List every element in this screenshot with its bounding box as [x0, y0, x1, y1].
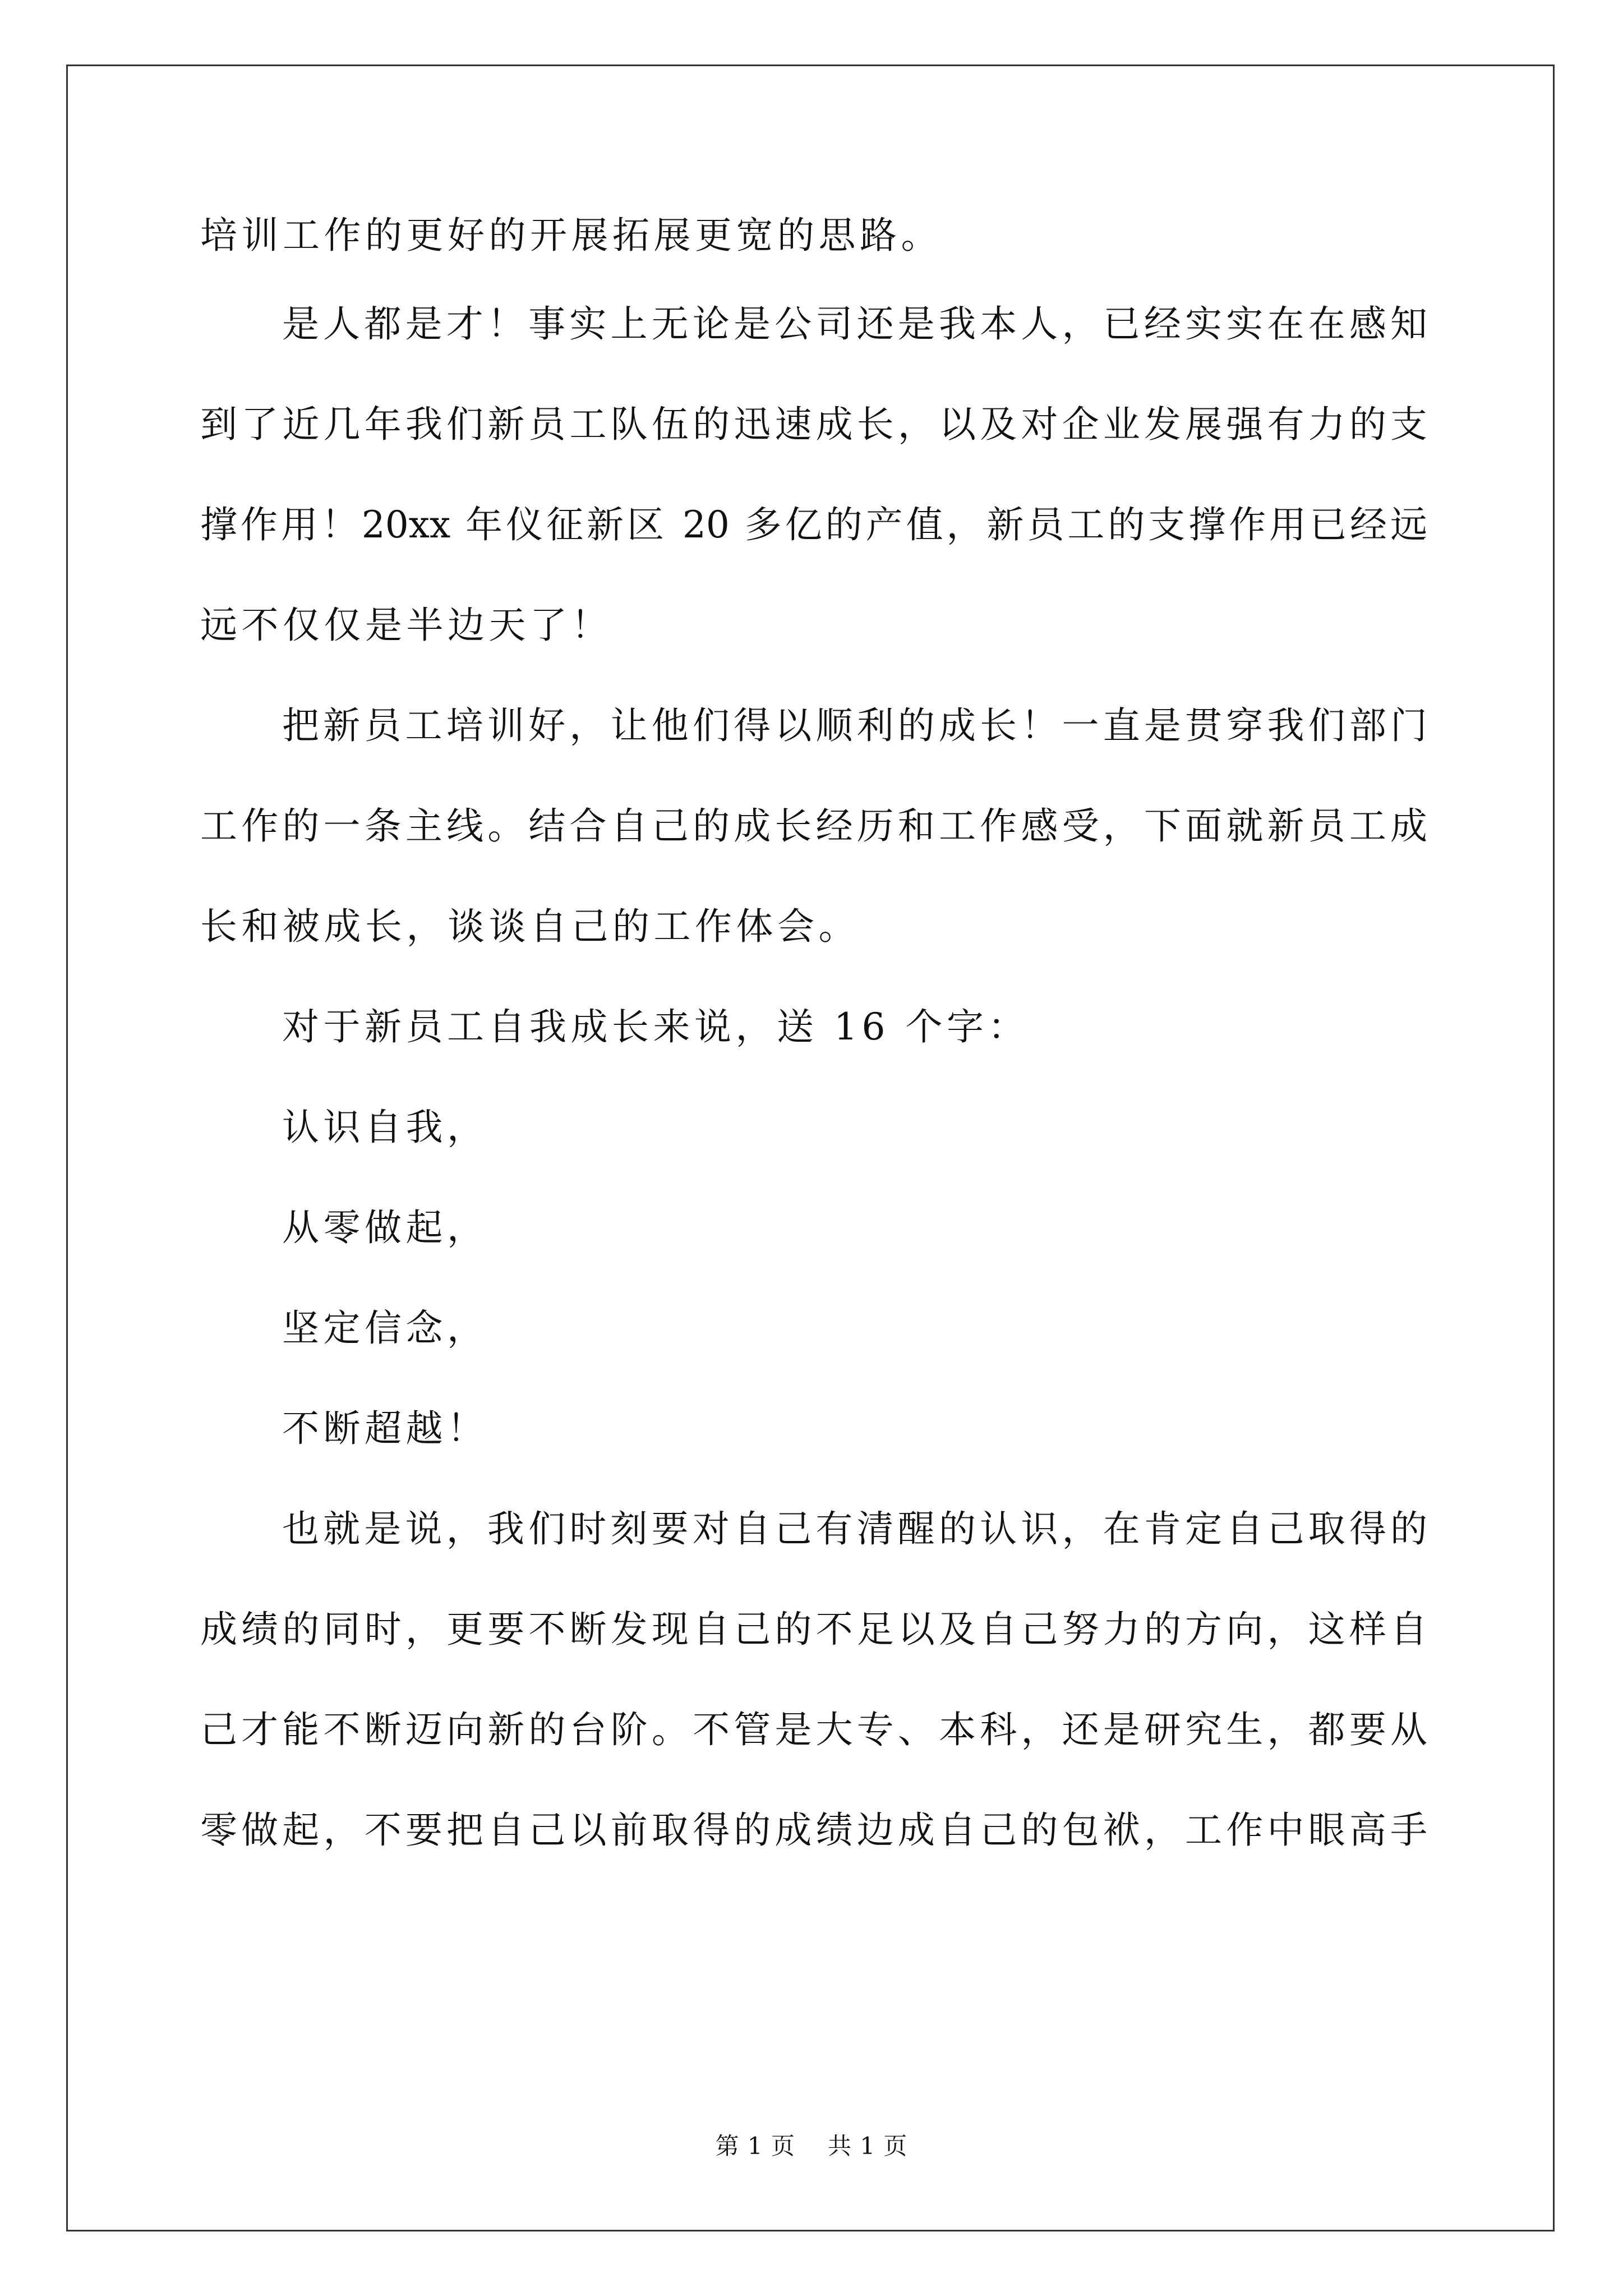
text-line: 己才能不断迈向新的台阶。不管是大专、本科，还是研究生，都要从 [200, 1708, 1427, 1751]
text-line: 认识自我， [282, 1106, 488, 1149]
text-line: 长和被成长，谈谈自己的工作体会。 [200, 905, 860, 948]
text-line: 也就是说，我们时刻要对自己有清醒的认识，在肯定自己取得的 [282, 1507, 1427, 1550]
page-footer [0, 2129, 1623, 2163]
text-line: 零做起，不要把自己以前取得的成绩边成自己的包袱，工作中眼高手 [200, 1809, 1427, 1852]
text-line: 成绩的同时，更要不断发现自己的不足以及自己努力的方向，这样自 [200, 1608, 1427, 1651]
text-line: 对于新员工自我成长来说，送 16 个字： [282, 1005, 1029, 1048]
text-line: 培训工作的更好的开展拓展更宽的思路。 [200, 214, 942, 257]
page-number: 第 1 页 [715, 2132, 795, 2160]
text-line: 远不仅仅是半边天了！ [200, 604, 612, 647]
text-line: 撑作用！20xx 年仪征新区 20 多亿的产值，新员工的支撑作用已经远 [200, 503, 1427, 546]
page-total: 共 1 页 [828, 2132, 908, 2160]
text-line: 从零做起， [282, 1206, 488, 1249]
text-line: 把新员工培训好，让他们得以顺利的成长！一直是贯穿我们部门 [282, 704, 1427, 747]
text-line: 到了近几年我们新员工队伍的迅速成长，以及对企业发展强有力的支 [200, 403, 1427, 446]
text-line: 是人都是才！事实上无论是公司还是我本人，已经实实在在感知 [282, 302, 1427, 346]
text-line: 不断超越！ [282, 1407, 488, 1450]
text-line: 工作的一条主线。结合自己的成长经历和工作感受，下面就新员工成 [200, 804, 1427, 848]
text-line: 坚定信念， [282, 1306, 488, 1350]
